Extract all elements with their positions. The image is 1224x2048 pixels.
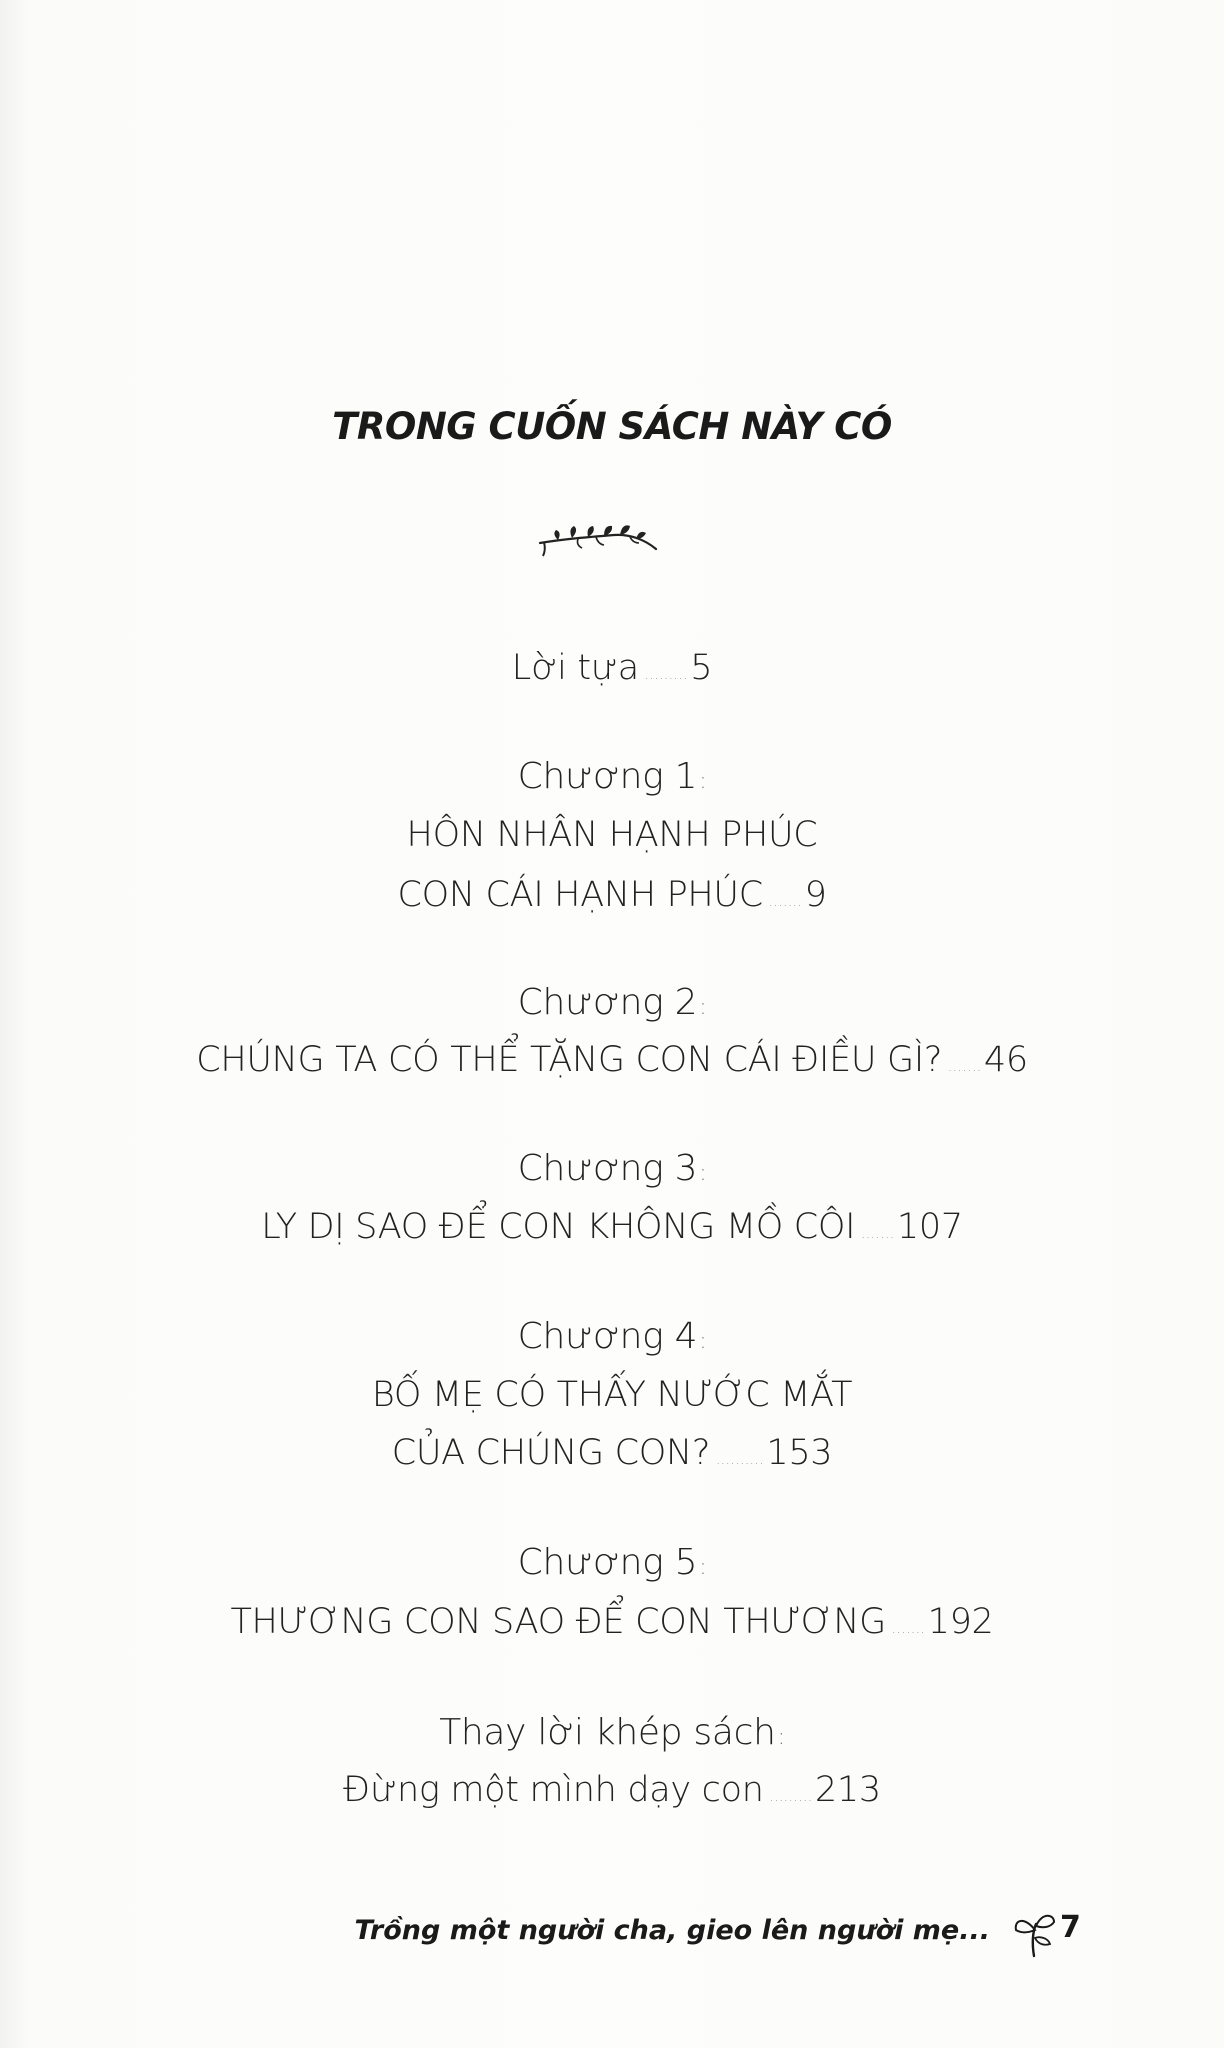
chapter-title: LY DỊ SAO ĐỂ CON KHÔNG MỒ CÔI (261, 1207, 856, 1247)
toc-entry-chapter-4 (0, 1433, 1224, 1473)
leader-dots: ....... (891, 1622, 926, 1636)
page-number: 7 (1060, 1910, 1081, 1945)
chapter-label: Chương 1: (517, 756, 707, 797)
toc-page-number: 192 (927, 1602, 994, 1642)
toc-entry-chapter-2 (0, 1040, 1224, 1080)
toc-entry-chapter-1 (0, 875, 1224, 915)
toc-heading: TRONG CUỐN SÁCH NÀY CÓ (332, 405, 892, 448)
chapter-title: HÔN NHÂN HẠNH PHÚC (406, 815, 818, 855)
toc-page-number: 5 (690, 648, 713, 688)
chapter-title: BỐ MẸ CÓ THẤY NƯỚC MẮT (371, 1375, 853, 1415)
toc-page-number: 153 (766, 1433, 833, 1473)
chapter-title: THƯƠNG CON SAO ĐỂ CON THƯƠNG (230, 1602, 886, 1642)
vine-ornament-icon (534, 515, 664, 561)
running-footer-title: Trồng một người cha, gieo lên người mẹ... (354, 1915, 990, 1946)
leader-dots: ....... (861, 1227, 895, 1241)
closing-label: Thay lời khép sách: (439, 1712, 785, 1753)
leader-dots: .......... (716, 1453, 765, 1467)
closing-title: Đừng một mình dạy con (343, 1770, 764, 1810)
chapter-label: Chương 4: (517, 1316, 707, 1357)
leader-dots: ......... (644, 668, 689, 682)
leaf-sprout-icon (1010, 1908, 1062, 1958)
chapter-label: Chương 3: (517, 1148, 707, 1189)
leader-dots: ......... (769, 1790, 813, 1804)
chapter-label: Chương 5: (517, 1542, 707, 1583)
leader-dots: ....... (948, 1060, 982, 1074)
toc-page-number: 107 (896, 1207, 963, 1247)
chapter-title: CỦA CHÚNG CON? (391, 1433, 711, 1473)
chapter-label: Chương 2: (517, 982, 707, 1023)
chapter-title: CHÚNG TA CÓ THỂ TẶNG CON CÁI ĐIỀU GÌ? (196, 1040, 943, 1080)
toc-page-number: 9 (804, 875, 827, 915)
toc-entry-preface (0, 648, 1224, 688)
toc-entry-title: Lời tựa (511, 648, 639, 688)
leader-dots: ....... (768, 895, 803, 909)
toc-page-number: 46 (983, 1040, 1028, 1080)
toc-page-number: 213 (814, 1770, 881, 1810)
toc-entry-chapter-3 (0, 1207, 1224, 1247)
toc-entry-chapter-5 (0, 1602, 1224, 1642)
chapter-title: CON CÁI HẠNH PHÚC (397, 875, 763, 915)
toc-entry-closing (0, 1770, 1224, 1810)
